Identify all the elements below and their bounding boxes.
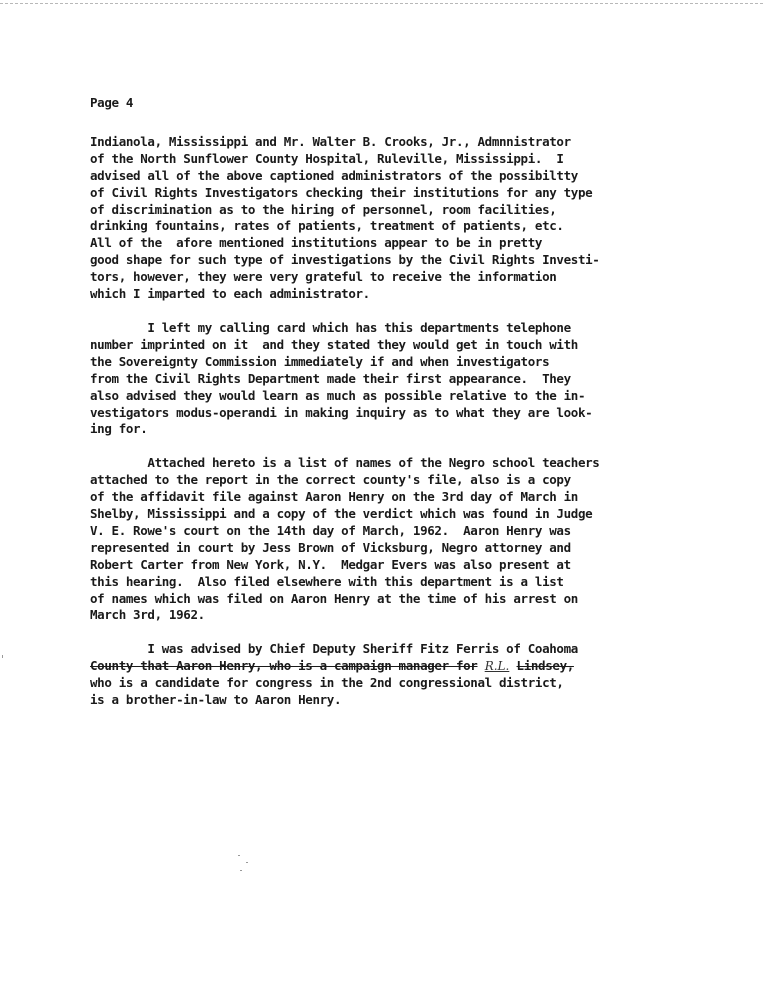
paragraph-line: Shelby, Mississippi and a copy of the verdict which was found in Judge <box>90 506 593 522</box>
paragraph-line: the Sovereignty Commission immediately if and when investigators <box>90 353 550 369</box>
paragraph-1 <box>90 134 750 303</box>
paragraph-line: tors, however, they were very grateful to receive the information <box>90 269 557 285</box>
scan-speck <box>238 855 240 856</box>
scan-speck <box>240 870 242 871</box>
paragraph-line: represented in court by Jess Brown of Vicksburg, Negro attorney and <box>90 539 571 555</box>
struck-text: County that Aaron Henry, who is a campaign manager for <box>90 658 478 674</box>
paragraph-line: V. E. Rowe's court on the 14th day of March, 1962. Aaron Henry was <box>90 522 571 538</box>
paragraph-line: Attached hereto is a list of names of the Negro school teachers <box>90 455 600 471</box>
paragraph-line: ing for. <box>90 421 148 437</box>
paragraph-line: I left my calling card which has this departments telephone <box>90 319 571 335</box>
paragraph-line: advised all of the above captioned administrators of the possibiltty <box>90 167 578 183</box>
page-number: Page 4 <box>90 95 134 110</box>
paragraph-line: good shape for such type of investigations by the Civil Rights Investi- <box>90 252 600 268</box>
paragraph-line: of the affidavit file against Aaron Henry on the 3rd day of March in <box>90 489 578 505</box>
paragraph-line: who is a candidate for congress in the 2nd congressional district, <box>90 675 564 691</box>
paragraph-line: of the North Sunflower County Hospital, Ruleville, Mississippi. I <box>90 150 564 166</box>
paragraph-line: attached to the report in the correct county's file, also is a copy <box>90 472 571 488</box>
paragraph-line: also advised they would learn as much as possible relative to the in- <box>90 387 586 403</box>
paragraph-line: number imprinted on it and they stated they would get in touch with <box>90 336 578 352</box>
paragraph-line: vestigators modus-operandi in making inquiry as to what they are look- <box>90 404 593 420</box>
paragraph-line: Robert Carter from New York, N.Y. Medgar Evers was also present at <box>90 556 571 572</box>
paragraph-line: drinking fountains, rates of patients, treatment of patients, etc. <box>90 218 564 234</box>
paragraph-line: is a brother-in-law to Aaron Henry. <box>90 692 342 708</box>
paragraph-line: from the Civil Rights Department made their first appearance. They <box>90 370 571 386</box>
handwritten-initials: R.L. <box>484 659 510 674</box>
paragraph-line: Indianola, Mississippi and Mr. Walter B. Crooks, Jr., Admnnistrator <box>90 133 571 149</box>
paragraph-4 <box>90 641 750 709</box>
paragraph-3 <box>90 455 750 624</box>
paragraph-line: this hearing. Also filed elsewhere with this department is a list <box>90 573 564 589</box>
paragraph-line: of names which was filed on Aaron Henry at the time of his arrest on <box>90 590 578 606</box>
scan-top-edge <box>0 3 763 4</box>
struck-text-end: Lindsey, <box>516 658 574 674</box>
paragraph-line: of discrimination as to the hiring of personnel, room facilities, <box>90 201 557 217</box>
scan-speck <box>246 862 248 863</box>
paragraph-line: All of the afore mentioned institutions appear to be in pretty <box>90 235 543 251</box>
paragraph-line: of Civil Rights Investigators checking their institutions for any type <box>90 184 593 200</box>
paragraph-line: March 3rd, 1962. <box>90 607 205 623</box>
paragraph-2 <box>90 320 750 438</box>
paragraph-line: I was advised by Chief Deputy Sheriff Fitz Ferris of Coahoma <box>90 641 578 657</box>
paragraph-line-struck <box>90 658 750 675</box>
document-body <box>90 95 750 726</box>
scan-speck <box>2 655 3 658</box>
paragraph-line: which I imparted to each administrator. <box>90 286 370 302</box>
